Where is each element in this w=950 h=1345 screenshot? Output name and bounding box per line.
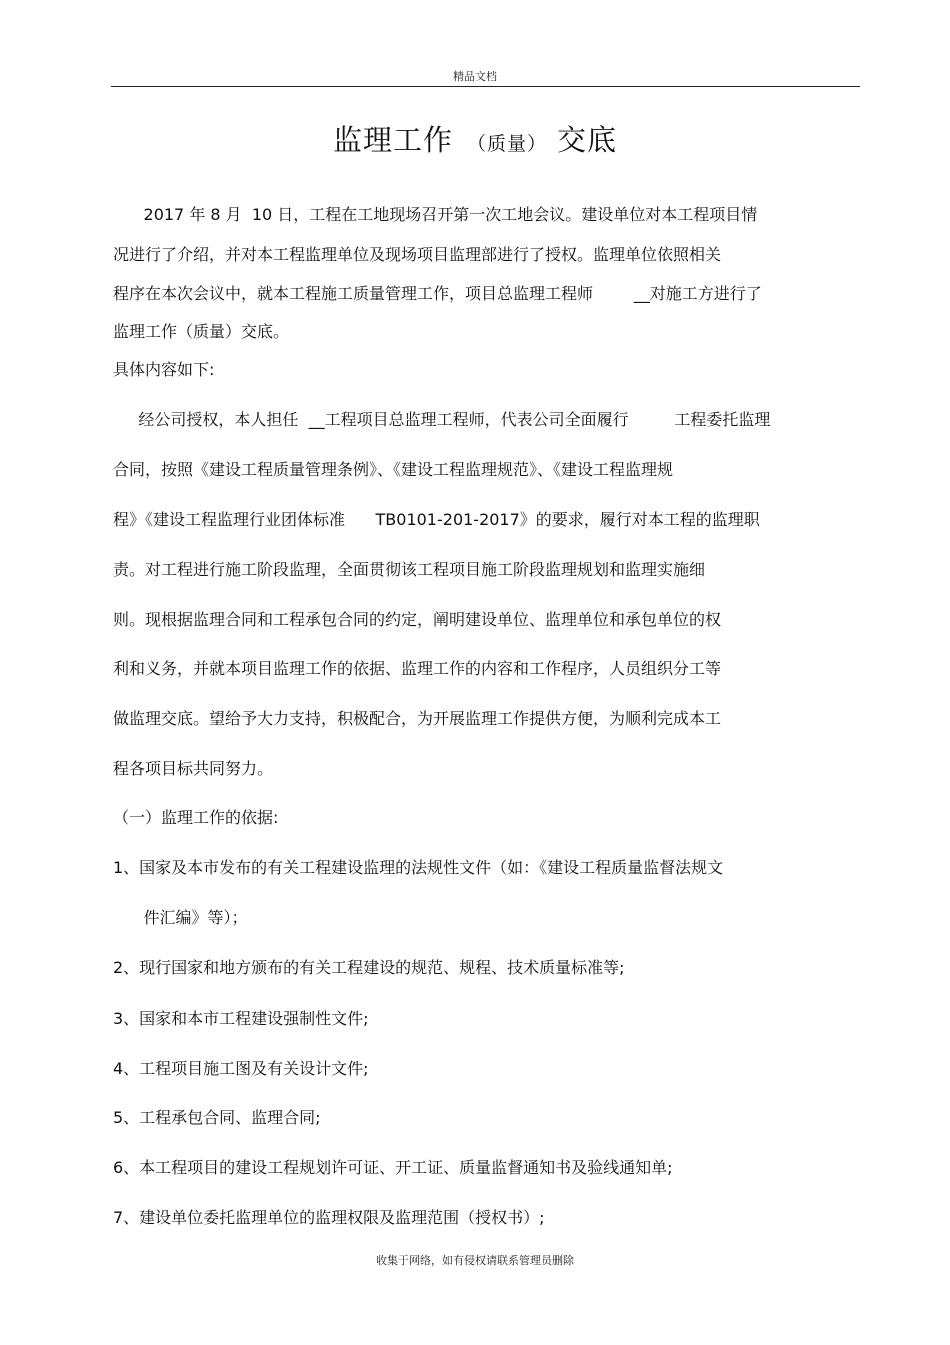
list-item-1: 1、国家及本市发布的有关工程建设监理的法规性文件（如：《建设工程质量监督法规文	[113, 858, 724, 877]
body-line-5: 则。现根据监理合同和工程承包合同的约定，阐明建设单位、监理单位和承包单位的权	[113, 610, 722, 629]
header-divider	[111, 86, 860, 87]
intro-line-2: 况进行了介绍，并对本工程监理单位及现场项目监理部进行了授权。监理单位依照相关	[113, 245, 722, 264]
intro-line-3: 程序在本次会议中，就本工程施工质量管理工作，项目总监理工程师 __对施工方进行了	[113, 284, 762, 303]
page-footer-text: 收集于网络，如有侵权请联系管理员删除	[376, 1254, 574, 1267]
body-line-6: 利和义务，并就本项目监理工作的依据、监理工作的内容和工作程序，人员组织分工等	[113, 659, 722, 678]
title-main: 监理工作	[332, 123, 453, 157]
list-item-1-continued: 件汇编》等）；	[113, 908, 248, 927]
list-item-2: 2、现行国家和地方颁布的有关工程建设的规范、规程、技术质量标准等;	[113, 958, 625, 977]
intro-line-5: 具体内容如下:	[113, 360, 215, 379]
list-item-3: 3、国家和本市工程建设强制性文件;	[113, 1009, 369, 1028]
body-line-3: 程》《建设工程监理行业团体标准 TB0101-201-2017》的要求，履行对本工程的监理职	[113, 510, 760, 529]
body-line-2: 合同，按照《建设工程质量管理条例》、《建设工程监理规范》、《建设工程监理规	[113, 460, 674, 479]
body-line-8: 程各项目标共同努力。	[113, 759, 274, 778]
section-heading: （一）监理工作的依据:	[113, 808, 279, 827]
page-header-text: 精品文档	[453, 70, 497, 83]
document-title	[0, 118, 950, 159]
title-sub: （质量）	[466, 133, 547, 155]
body-line-4: 责。对工程进行施工阶段监理，全面贯彻该工程项目施工阶段监理规划和监理实施细	[113, 560, 706, 579]
list-item-7: 7、建设单位委托监理单位的监理权限及监理范围（授权书）;	[113, 1208, 545, 1227]
intro-line-1: 2017 年 8 月 10 日，工程在工地现场召开第一次工地会议。建设单位对本工程项目情	[113, 205, 758, 224]
list-item-4: 4、工程项目施工图及有关设计文件;	[113, 1059, 369, 1078]
title-end: 交底	[557, 123, 618, 157]
body-line-7: 做监理交底。望给予大力支持，积极配合，为开展监理工作提供方便，为顺利完成本工	[113, 709, 722, 728]
body-line-1: 经公司授权，本人担任 __工程项目总监理工程师，代表公司全面履行 工程委托监理	[113, 410, 771, 429]
list-item-6: 6、本工程项目的建设工程规划许可证、开工证、质量监督通知书及验线通知单;	[113, 1158, 673, 1177]
list-item-5: 5、工程承包合同、监理合同;	[113, 1108, 321, 1127]
intro-line-4: 监理工作（质量）交底。	[113, 322, 290, 341]
